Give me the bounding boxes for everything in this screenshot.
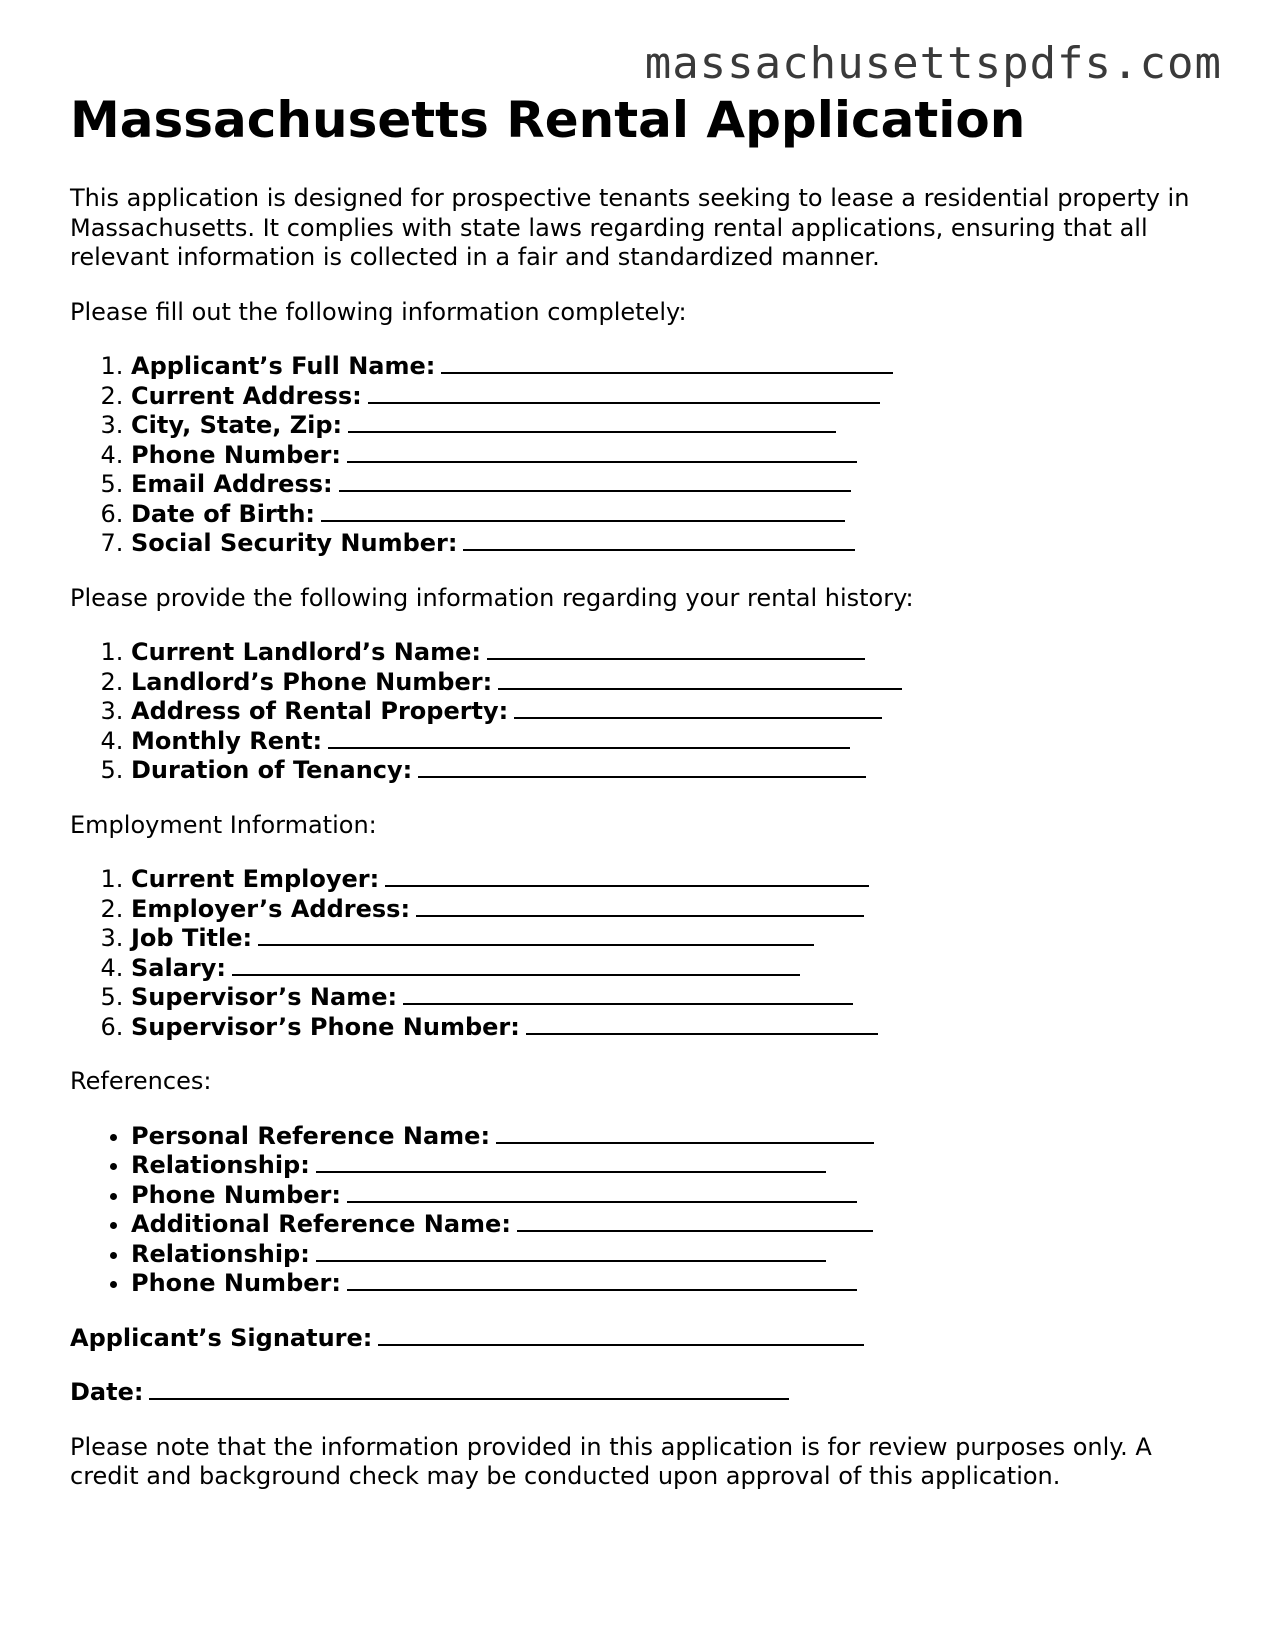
field-applicant-full-name: 1. Applicant’s Full Name: xyxy=(131,352,1210,382)
field-supervisor-phone-number: 6. Supervisor’s Phone Number: xyxy=(131,1013,1210,1043)
blank-line[interactable] xyxy=(321,518,845,522)
field-employer-address: 2. Employer’s Address: xyxy=(131,895,1210,925)
field-personal-reference-name: • Personal Reference Name: xyxy=(131,1122,1210,1152)
field-current-address: 2. Current Address: xyxy=(131,382,1210,412)
blank-line[interactable] xyxy=(316,1258,826,1262)
blank-line[interactable] xyxy=(403,1001,853,1005)
blank-line[interactable] xyxy=(348,429,836,433)
blank-line[interactable] xyxy=(232,972,800,976)
field-job-title: 3. Job Title: xyxy=(131,924,1210,954)
signature-label: Applicant’s Signature: xyxy=(70,1323,373,1352)
field-personal-reference-phone: • Phone Number: xyxy=(131,1181,1210,1211)
blank-line[interactable] xyxy=(347,1199,857,1203)
field-monthly-rent: 4. Monthly Rent: xyxy=(131,727,1210,757)
closing-note: Please note that the information provided in this application is for review purposes only. A credit and background check may be conducted upon approval of this application. xyxy=(70,1432,1152,1490)
date-label: Date: xyxy=(70,1378,144,1406)
field-landlord-phone-number: 2. Landlord’s Phone Number: xyxy=(131,668,1210,698)
blank-line[interactable] xyxy=(368,400,880,404)
field-duration-of-tenancy: 5. Duration of Tenancy: xyxy=(131,756,1210,786)
field-current-landlord-name: 1. Current Landlord’s Name: xyxy=(131,638,1210,668)
form-title: Massachusetts Rental Application xyxy=(70,91,1026,149)
rental-history-heading: Please provide the following information regarding your rental history: xyxy=(70,583,914,612)
blank-line[interactable] xyxy=(487,656,865,660)
field-current-employer: 1. Current Employer: xyxy=(131,865,1210,895)
signature-row xyxy=(70,1324,1210,1354)
blank-line[interactable] xyxy=(526,1031,878,1035)
personal-section-heading: Please fill out the following information completely: xyxy=(70,297,687,326)
blank-line[interactable] xyxy=(517,1228,873,1232)
employment-list xyxy=(70,865,1210,1042)
field-city-state-zip: 3. City, State, Zip: xyxy=(131,411,1210,441)
signature-line[interactable] xyxy=(378,1342,864,1346)
field-salary: 4. Salary: xyxy=(131,954,1210,984)
blank-line[interactable] xyxy=(258,942,814,946)
blank-line[interactable] xyxy=(514,715,882,719)
blank-line[interactable] xyxy=(441,370,893,374)
blank-line[interactable] xyxy=(463,547,855,551)
rental-application-form xyxy=(70,88,1210,1492)
blank-line[interactable] xyxy=(328,745,850,749)
blank-line[interactable] xyxy=(347,1287,857,1291)
field-additional-reference-relationship: • Relationship: xyxy=(131,1240,1210,1270)
field-additional-reference-name: • Additional Reference Name: xyxy=(131,1210,1210,1240)
field-rental-property-address: 3. Address of Rental Property: xyxy=(131,697,1210,727)
blank-line[interactable] xyxy=(347,459,857,463)
blank-line[interactable] xyxy=(416,913,864,917)
personal-fields-list xyxy=(70,352,1210,559)
field-date-of-birth: 6. Date of Birth: xyxy=(131,500,1210,530)
date-line[interactable] xyxy=(149,1396,789,1400)
field-personal-reference-relationship: • Relationship: xyxy=(131,1151,1210,1181)
field-phone-number: 4. Phone Number: xyxy=(131,441,1210,471)
site-watermark: massachusettspdfs.com xyxy=(644,38,1222,89)
blank-line[interactable] xyxy=(339,488,851,492)
field-social-security-number: 7. Social Security Number: xyxy=(131,529,1210,559)
blank-line[interactable] xyxy=(418,774,866,778)
blank-line[interactable] xyxy=(316,1169,826,1173)
intro-paragraph: This application is designed for prospective tenants seeking to lease a residential property in Massachusetts. It complies with state laws regarding rental applications, ensuring that all relevant information is collected in a fair and standardized manner. xyxy=(70,184,1190,271)
blank-line[interactable] xyxy=(498,686,902,690)
references-heading: References: xyxy=(70,1067,212,1095)
employment-heading: Employment Information: xyxy=(70,810,377,839)
field-supervisor-name: 5. Supervisor’s Name: xyxy=(131,983,1210,1013)
references-list xyxy=(70,1122,1210,1299)
rental-history-list xyxy=(70,638,1210,786)
field-additional-reference-phone: • Phone Number: xyxy=(131,1269,1210,1299)
field-email-address: 5. Email Address: xyxy=(131,470,1210,500)
blank-line[interactable] xyxy=(496,1140,874,1144)
date-row xyxy=(70,1378,1210,1408)
blank-line[interactable] xyxy=(385,883,869,887)
